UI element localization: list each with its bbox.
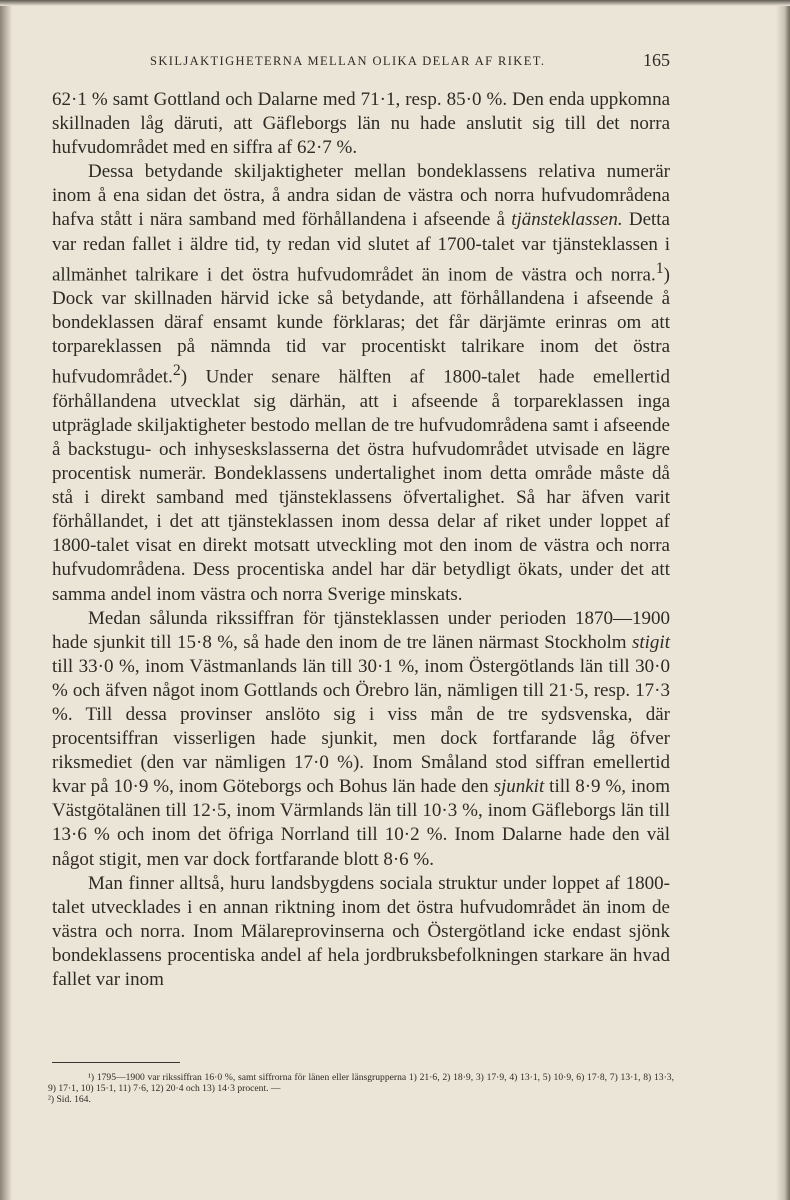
body-text <box>52 88 670 992</box>
page-top-edge <box>0 0 790 6</box>
page-binding-shadow <box>0 0 12 1200</box>
footnote-ref-1: 1 <box>655 259 664 277</box>
paragraph-2-emphasis: tjänsteklassen. <box>511 209 623 231</box>
paragraph-2: Dessa betydande skiljaktigheter mellan bondeklassens relativa numerär inom å ena sidan det östra, å andra sidan de västra och norra hufvudområdena hafva stått i nära samband med förhållandena i afseende å tjänsteklassen. Detta var redan fallet i äldre tid, ty redan vid slutet af 1700-talet var tjänsteklassen i allmänhet talrikare i det östra hufvudområdet än inom de västra och norra.$^1$) Dock var skillnaden härvid icke så betydande, att förhållandena i afseende å bondeklassen däraf ensamt kunde förklaras; det får därjämte erinras om att torpareklassen på nämnda tid var procentiskt talrikare inom det östra hufvudområdet.$^2$) Under senare hälften af 1800-talet hade emellertid förhållandena utvecklat sig därhän, att i afseende å torpareklassen inga utpräglade skiljaktigheter bestodo mellan de tre hufvudområdena samt i afseende å backstugu- och inhyseskslasserna det östra hufvudområdet utvisade en lägre procentisk numerär. Bondeklassens undertalighet inom detta område måste då stå i direkt samband med tjänsteklassens öfvertalighet. Så har äfven varit förhållandet, i det att tjänsteklassen inom dessa delar af riket under loppet af 1800-talet visat en direkt motsatt utveckling mot den inom de västra och norra hufvudområdena. Dess procentiska andel har där betydligt ökats, under det att samma andel inom västra och norra Sverige minskats. <box>52 161 670 605</box>
paragraph-1: 62·1 % samt Gottland och Dalarne med 71·1, resp. 85·0 %. Den enda uppkomna skillnaden låg däruti, att Gäfleborgs län nu hade anslutit sig till det norra hufvudområdet med en siffra af 62·7 %. <box>52 89 670 159</box>
running-head: SKILJAKTIGHETERNA MELLAN OLIKA DELAR AF RIKET. <box>150 54 546 68</box>
paragraph-3 <box>52 607 670 872</box>
footnotes <box>48 1072 674 1105</box>
page-header <box>52 50 670 74</box>
paragraph-2-text-a: Dessa betydande skiljaktigheter mellan bondeklassens relativa numerär inom å ena sidan det östra, å andra sidan de västra och norra hufvudområdena hafva stått i nära samband med förhållandena i afseende å <box>52 161 670 231</box>
footnote-2: ²) Sid. 164. <box>48 1094 91 1105</box>
paragraph-3-text-a: Medan sålunda rikssiffran för tjänsteklassen under perioden 1870—1900 hade sjunkit till 15·8 %, så hade den inom de tre länen närmast Stockholm <box>52 607 670 653</box>
footnote-1: ¹) 1795—1900 var rikssiffran 16·0 %, samt siffrorna för länen eller länsgrupperna 1) 21·6, 2) 18·9, 3) 17·9, 4) 13·1, 5) 10·9, 6) 17·8, 7) 13·1, 8) 13·3, 9) 17·1, 10) 15·1, 11) 7·6, 12) 20·4 och 13) 14·3 procent. — <box>48 1072 674 1094</box>
paragraph-3-text-b: till 33·0 %, inom Västmanlands län till 30·1 %, inom Östergötlands län till 30·0 % och äfven något inom Gottlands och Örebro län, nämligen till 21·5, resp. 17·3 %. Till dessa provinser anslöto sig i viss mån de tre sydsvenska, där procentsiffran visserligen hade sjunkit, men dock fortfarande låg öfver riksmediet (den var nämligen 17·0 %). Inom Småland stod siffran emellertid kvar på 10·9 %, inom Göteborgs och Bohus län hade den <box>52 655 670 798</box>
footnote-rule <box>52 1062 180 1063</box>
page-edge-shadow <box>776 0 790 1200</box>
paragraph-4: Man finner alltså, huru landsbygdens sociala struktur under loppet af 1800-talet utvecklades i en annan riktning inom det östra hufvudområdet än inom de västra och norra. Inom Mälareprovinserna och Östergötland icke endast sjönk bondeklassens procentiska andel af hela jordbruksbefolkningen starkare än hvad fallet var inom <box>52 872 670 991</box>
paragraph-2-text-c: Dock var skillnaden härvid icke så betydande, att förhållandena i afseende å bondeklassen däraf ensamt kunde förklaras; det får därjämte erinras om att torpareklassen på nämnda tid var procentiskt talrikare inom det östra hufvudområdet. <box>52 288 670 388</box>
footnote-ref-2: 2 <box>172 362 181 380</box>
paragraph-2-text-d: Under senare hälften af 1800-talet hade emellertid förhållandena utvecklat sig därhän, att i afseende å torpareklassen inga utpräglade skiljaktigheter bestodo mellan de tre hufvudområdena samt i afseende å backstugu- och inhyseskslasserna det östra hufvudområdet utvisade en lägre procentisk numerär. Bondeklassens undertalighet inom detta område måste då stå i direkt samband med tjänsteklassens öfvertalighet. Så har äfven varit förhållandet, i det att tjänsteklassen inom dessa delar af riket under loppet af 1800-talet visat en direkt motsatt utveckling mot den inom de västra och norra hufvudområdena. Dess procentiska andel har där betydligt ökats, under det att samma andel inom västra och norra Sverige minskats. <box>52 366 670 605</box>
paragraph-3-emphasis-sjunkit: sjunkit <box>493 776 545 798</box>
paragraph-3-text-c: till 8·9 %, inom Västgötalänen till 12·5, inom Värmlands län till 10·3 %, inom Gäfleborgs län till 13·6 % och inom det öfriga Norrland till 10·2 %. Inom Dalarne hade den väl något stigit, men var dock fortfarande blott 8·6 %. <box>52 776 670 870</box>
paragraph-3-emphasis-stigit: stigit <box>631 631 670 653</box>
page-number: 165 <box>643 50 670 70</box>
paragraph-2-text-b: Detta var redan fallet i äldre tid, ty redan vid slutet af 1700-talet var tjänsteklassen i allmänhet talrikare i det östra hufvudområdet än inom de västra och norra. <box>52 209 670 285</box>
